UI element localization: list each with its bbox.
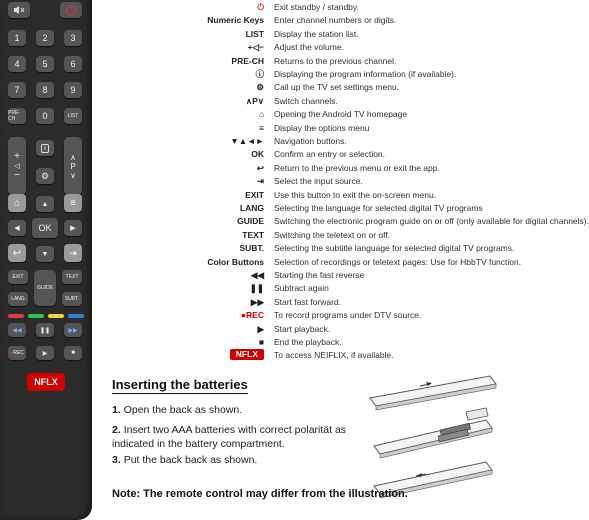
volume-up-label: +: [14, 151, 20, 162]
legend-key: Color Buttons: [207, 256, 264, 267]
legend-row: [96, 147, 500, 161]
legend-key: OK: [251, 149, 264, 160]
play-icon: ▶: [257, 323, 264, 334]
step-text: Put the back back as shown.: [123, 454, 258, 466]
guide-button[interactable]: [34, 270, 56, 306]
legend-key: SUBT.: [239, 243, 264, 254]
legend-row: [96, 348, 500, 362]
volume-icon: +◁−: [247, 42, 264, 53]
red-button[interactable]: [8, 314, 24, 318]
netflix-icon: NFLX: [230, 349, 264, 360]
key-8[interactable]: [36, 82, 54, 98]
program-rocker[interactable]: [64, 137, 82, 195]
mute-button[interactable]: [8, 2, 30, 18]
key-label: LIST: [67, 113, 79, 119]
legend-key: EXIT: [245, 189, 264, 200]
play-button[interactable]: [36, 346, 54, 360]
channel-icon: ∧P∨: [245, 95, 264, 106]
options-icon: ≡: [259, 122, 264, 133]
legend-description: Starting the fast reverse: [274, 270, 365, 280]
program-up-label: ∧: [70, 152, 76, 162]
legend-description: End the playback.: [274, 337, 342, 347]
legend-row: [96, 107, 500, 121]
home-button[interactable]: [8, 194, 26, 212]
subt-label: SUBT.: [64, 296, 80, 302]
netflix-label: NFLX: [34, 377, 58, 387]
text-button[interactable]: [62, 270, 82, 284]
legend-row: [96, 241, 515, 255]
legend-description: Switching the electronic program guide on or off (only available for digital channels).: [274, 216, 589, 227]
legend-description: Subtract again: [274, 283, 329, 294]
key-0[interactable]: [36, 108, 54, 124]
power-icon: ⏻: [65, 1, 77, 18]
legend-key: Numeric Keys: [207, 15, 264, 26]
legend-description: Selection of recordings or teletext pages: Use for HbbTV function.: [274, 256, 522, 267]
pause-icon: ❚❚: [39, 327, 51, 334]
legend-description: Returns to the previous channel.: [274, 55, 397, 66]
legend-row: [96, 201, 500, 215]
power-button[interactable]: [60, 2, 82, 18]
legend-row: [96, 13, 500, 27]
menu-icon: ≡: [70, 197, 76, 209]
rewind-icon: ◀◀: [12, 327, 22, 334]
guide-label: GUIDE: [37, 285, 53, 291]
step-number: 2.: [112, 424, 121, 436]
arrow-right-icon: ▶: [70, 225, 76, 232]
legend-description: Select the input source.: [274, 176, 363, 187]
lang-icon: LANG: [239, 203, 264, 213]
green-button[interactable]: [28, 314, 44, 318]
key-pre-ch[interactable]: [8, 108, 26, 124]
key-label: 0: [42, 111, 48, 121]
input-source-icon: ⇥: [69, 247, 77, 258]
exit-label: EXIT: [12, 274, 24, 280]
legend-description: Selecting the subtitle language for selected digital TV programs.: [274, 243, 515, 254]
legend-description: Switch channels.: [274, 95, 338, 106]
legend-row: [96, 67, 500, 81]
illustration-note: Note: The remote control may differ from the illustration.: [112, 488, 408, 500]
legend-row: [96, 335, 500, 349]
legend-row: [96, 121, 500, 135]
key-4[interactable]: [8, 56, 26, 72]
stop-icon: ■: [71, 350, 75, 356]
record-button[interactable]: [8, 346, 26, 360]
key-9[interactable]: [64, 82, 82, 98]
key-label: 3: [70, 33, 76, 43]
legend-description: Display the station list.: [274, 28, 359, 39]
remote-control-illustration: [0, 0, 92, 520]
step-text: Open the back as shown.: [123, 404, 243, 416]
key-label: 4: [14, 59, 20, 69]
arrow-down-icon: ▼: [41, 250, 49, 258]
legend-key: TEXT: [242, 229, 264, 240]
key-label: 1: [14, 33, 20, 43]
blue-button[interactable]: [68, 314, 84, 318]
legend-row: [96, 40, 500, 54]
program-down-label: ∨: [70, 170, 76, 180]
legend-description: Navigation buttons.: [274, 136, 347, 146]
legend-key: GUIDE: [237, 216, 264, 227]
step-number: 1.: [112, 404, 121, 416]
legend-description: Confirm an entry or selection.: [274, 149, 386, 160]
key-2[interactable]: [36, 30, 54, 46]
legend-row: [96, 322, 500, 336]
legend-row: [96, 295, 500, 309]
rewind-icon: ◀◀: [250, 270, 264, 280]
key-1[interactable]: [8, 30, 26, 46]
fast-forward-button[interactable]: [64, 323, 82, 337]
volume-down-label: −: [14, 170, 20, 181]
nav-left-button[interactable]: [8, 220, 26, 236]
legend-row: [96, 27, 500, 41]
legend-description: Adjust the volume.: [274, 42, 344, 53]
battery-step-2: [112, 423, 362, 451]
rec-label: REC: [13, 350, 24, 356]
legend-row: [96, 54, 500, 68]
home-icon: ⌂: [13, 197, 21, 209]
text-label: TEXT: [65, 274, 79, 280]
nav-right-button[interactable]: [64, 220, 82, 236]
arrow-left-icon: ◀: [14, 225, 20, 232]
battery-illustration: [360, 368, 500, 500]
subtitle-button[interactable]: [62, 292, 82, 306]
info-button[interactable]: [36, 140, 54, 156]
nav-down-button[interactable]: [36, 246, 54, 262]
mute-icon: [13, 5, 25, 15]
gear-icon: ⚙: [40, 170, 50, 181]
legend-row: [96, 281, 500, 295]
lang-label: LANG: [11, 296, 25, 302]
record-icon: ●: [10, 350, 14, 356]
legend-row: [96, 214, 589, 228]
back-icon: ↩: [12, 247, 22, 259]
legend-row: [96, 174, 500, 188]
options-button[interactable]: [64, 194, 82, 212]
legend-description: To record programs under DTV source.: [274, 310, 422, 321]
batteries-heading: Inserting the batteries: [112, 377, 248, 392]
legend-row: [96, 188, 500, 202]
legend-row: [96, 0, 500, 14]
record-icon: ●REC: [240, 310, 264, 321]
info-icon: ⓘ: [255, 69, 264, 79]
battery-step-1: [112, 403, 362, 417]
legend-row: [96, 80, 500, 94]
legend-description: Return to the previous menu or exit the app.: [274, 162, 440, 173]
legend-key: LIST: [245, 28, 264, 39]
back-icon: ↩: [256, 162, 264, 173]
nav-up-button[interactable]: [36, 196, 54, 212]
lang-button[interactable]: [8, 292, 28, 306]
fast-forward-icon: ▶▶: [250, 296, 264, 307]
legend-description: Call up the TV set settings menu.: [274, 82, 400, 93]
ok-button[interactable]: [32, 218, 58, 238]
power-icon: ⏻: [257, 2, 264, 12]
key-5[interactable]: [36, 56, 54, 72]
key-label: 7: [14, 85, 20, 95]
key-3[interactable]: [64, 30, 82, 46]
legend-description: Start fast forward.: [274, 296, 342, 307]
program-label: P: [70, 161, 76, 171]
input-button[interactable]: [64, 244, 82, 262]
legend-description: Use this button to exit the on-screen menu.: [274, 189, 437, 200]
key-list[interactable]: [64, 108, 82, 124]
pause-button[interactable]: [36, 323, 54, 337]
fast-forward-icon: ▶▶: [68, 327, 78, 334]
stop-button[interactable]: [64, 346, 82, 360]
netflix-button[interactable]: [27, 373, 65, 391]
legend-row: [96, 268, 500, 282]
input-icon: ⇥: [256, 176, 264, 187]
legend-row: [96, 134, 500, 148]
key-label: 2: [42, 33, 48, 43]
remote-batteries-open: [374, 408, 492, 458]
rewind-button[interactable]: [8, 323, 26, 337]
legend-description: Displaying the program information (if available).: [274, 69, 457, 79]
step-text: Insert two AAA batteries with correct polarität as indicated in the battery compartment.: [112, 424, 347, 450]
key-label: 9: [70, 85, 76, 95]
play-icon: ▶: [42, 350, 48, 357]
battery-step-3: [112, 453, 362, 467]
legend-row: [96, 255, 522, 269]
pause-icon: ❚❚: [249, 283, 264, 294]
back-button[interactable]: [8, 244, 26, 262]
legend-description: Opening the Android TV homepage: [274, 109, 408, 120]
legend-row: [96, 308, 500, 322]
legend-description: Start playback.: [274, 323, 331, 334]
legend-row: [96, 94, 500, 108]
legend-description: Enter channel numbers or digits.: [274, 15, 397, 26]
legend-key: PRE-CH: [231, 55, 264, 66]
settings-button[interactable]: [36, 168, 54, 184]
legend-row: [96, 228, 500, 242]
home-icon: ⌂: [258, 109, 264, 120]
info-icon: i: [41, 144, 49, 153]
stop-icon: ■: [258, 337, 264, 347]
legend-row: [96, 161, 500, 175]
legend-description: Switching the teletext on or off.: [274, 229, 391, 240]
key-label: 8: [42, 85, 48, 95]
key-label: 6: [70, 59, 76, 69]
legend-key: ▼▲◄►: [230, 136, 264, 146]
legend-description: To access NEIFLIX, if available.: [274, 350, 394, 361]
legend-description: Selecting the language for selected digital TV programs: [274, 203, 483, 213]
key-label: 5: [42, 59, 48, 69]
exit-button[interactable]: [8, 270, 28, 284]
legend-description: Display the options menu: [274, 122, 370, 133]
legend-description: Exit standby / standby.: [274, 2, 359, 12]
key-label: PRE-CH: [8, 110, 20, 122]
step-number: 3.: [112, 454, 121, 466]
speaker-icon: ◁: [14, 163, 20, 170]
ok-label: OK: [38, 223, 52, 233]
key-7[interactable]: [8, 82, 26, 98]
arrow-up-icon: ▲: [41, 200, 49, 208]
remote-back-closed: [370, 376, 496, 410]
yellow-button[interactable]: [48, 314, 64, 318]
volume-rocker[interactable]: [8, 137, 26, 195]
key-6[interactable]: [64, 56, 82, 72]
settings-icon: ⚙: [256, 82, 264, 93]
